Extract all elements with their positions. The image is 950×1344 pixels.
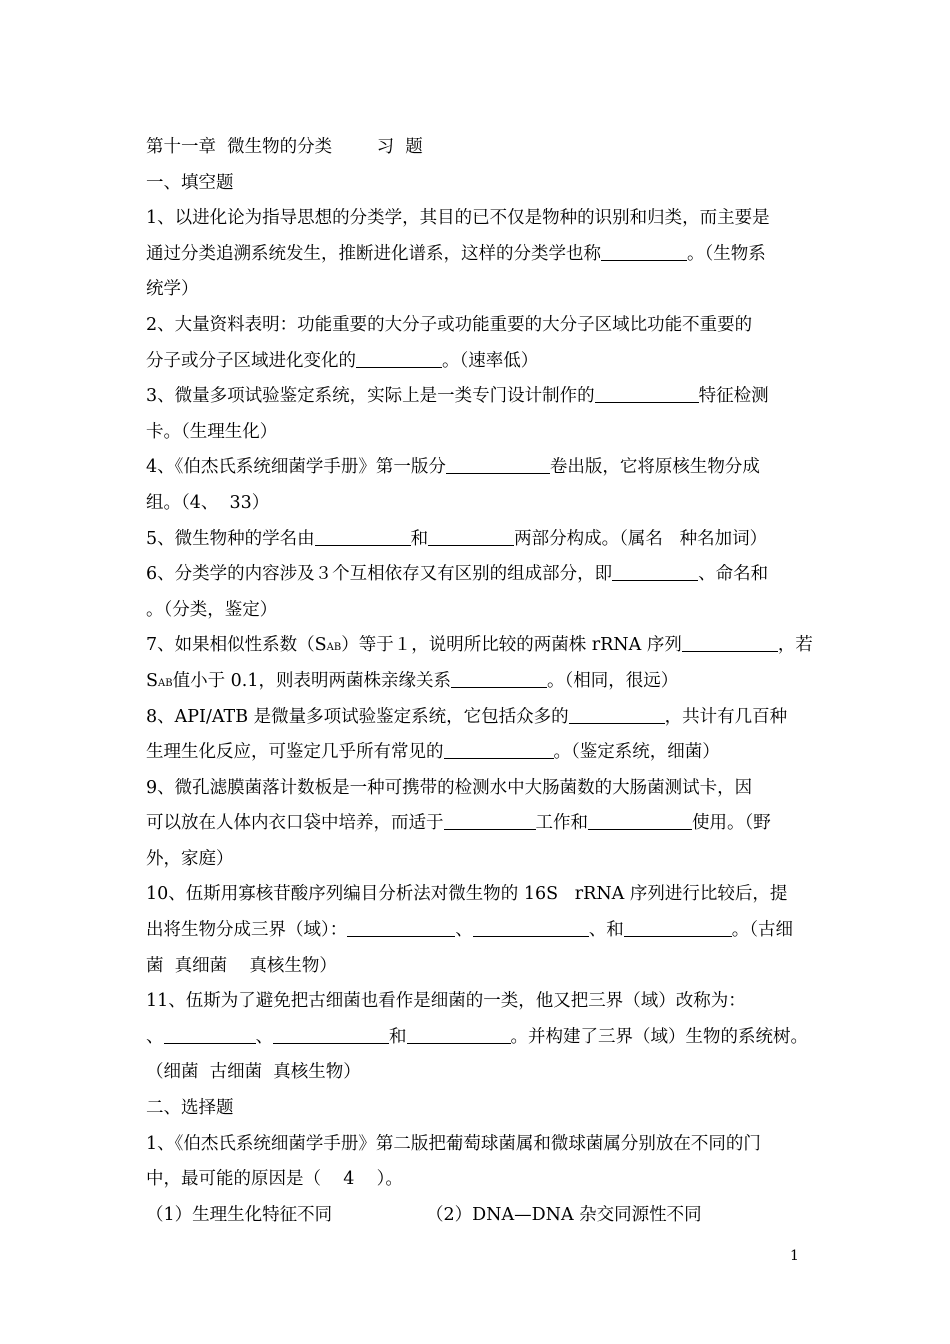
answer-blank	[356, 348, 442, 367]
section-heading-choice: 二、选择题	[146, 1098, 234, 1119]
q7-line1: 7、如果相似性系数（SAB）等于１，说明所比较的两菌株 rRNA 序列 ，若	[146, 628, 814, 664]
q4-line2: 组。（4、 33）	[146, 492, 270, 513]
q11-line1: 11、伍斯为了避免把古细菌也看作是细菌的一类，他又把三界（域）改称为：	[146, 991, 746, 1012]
answer-blank	[428, 526, 514, 545]
c1-line1: 1、《伯杰氏系统细菌学手册》第二版把葡萄球菌属和微球菌属分别放在不同的门	[146, 1133, 761, 1154]
option-1: （1）生理生化特征不同	[146, 1204, 333, 1225]
q1-line2: 通过分类追溯系统发生，推断进化谱系，这样的分类学也称 。（生物系	[146, 237, 814, 273]
section-heading-fill-blank: 一、填空题	[146, 172, 234, 193]
answer-blank	[407, 1024, 511, 1043]
q9-line2: 可以放在人体内衣口袋中培养，而适于 工作和 使用。（野	[146, 806, 814, 842]
q10-line3: 菌 真细菌 真核生物）	[146, 955, 337, 976]
answer-blank	[601, 241, 687, 260]
answer-blank	[164, 1024, 256, 1043]
answer-blank	[347, 918, 455, 937]
q5-line1: 5、微生物种的学名由 和 两部分构成。（属名 种名加词）	[146, 522, 814, 558]
answer-blank	[595, 384, 699, 403]
c1-line2: 中，最可能的原因是（ 4 ）。	[146, 1169, 403, 1190]
q2-line1: 2、大量资料表明：功能重要的大分子或功能重要的大分子区域比功能不重要的	[146, 314, 753, 335]
q8-line1: 8、API/ATB 是微量多项试验鉴定系统，它包括众多的 ，共计有几百种	[146, 700, 814, 736]
answer-blank	[624, 918, 732, 937]
q8-line2: 生理生化反应，可鉴定几乎所有常见的 。（鉴定系统，细菌）	[146, 735, 814, 771]
q10-line2: 出将生物分成三界（域）： 、 、和 。（古细	[146, 913, 814, 949]
page-number: 1	[790, 1248, 799, 1264]
q1-line3: 统学）	[146, 279, 199, 300]
answer-blank	[682, 633, 778, 652]
answer-blank	[444, 811, 536, 830]
document-body	[146, 130, 814, 1233]
q6-line2: 。（分类，鉴定）	[146, 599, 278, 620]
q1-line1: 1、以进化论为指导思想的分类学，其目的已不仅是物种的识别和归类，而主要是	[146, 208, 770, 229]
q9-line3: 外，家庭）	[146, 848, 234, 869]
q11-line3: （细菌 古细菌 真核生物）	[146, 1062, 361, 1083]
option-2: （2）DNA—DNA 杂交同源性不同	[426, 1204, 702, 1225]
q11-line2: 、 、 和 。并构建了三界（域）生物的系统树。	[146, 1020, 814, 1056]
answer-blank	[273, 1024, 389, 1043]
answer-blank	[612, 562, 698, 581]
answer-blank	[569, 704, 665, 723]
chapter-title: 第十一章 微生物的分类 习 题	[146, 137, 423, 157]
q3-line2: 卡。（生理生化）	[146, 421, 278, 442]
c1-options	[146, 1198, 814, 1234]
q9-line1: 9、微孔滤膜菌落计数板是一种可携带的检测水中大肠菌数的大肠菌测试卡，因	[146, 777, 753, 798]
q7-line2: SAB值小于 0.1，则表明两菌株亲缘关系 。（相同，很远）	[146, 664, 814, 700]
q10-line1: 10、伍斯用寡核苷酸序列编目分析法对微生物的 16S rRNA 序列进行比较后，提	[146, 884, 788, 905]
q3-line1: 3、微量多项试验鉴定系统，实际上是一类专门设计制作的 特征检测	[146, 379, 814, 415]
q4-line1: 4、《伯杰氏系统细菌学手册》第一版分 卷出版，它将原核生物分成	[146, 450, 814, 486]
answer-blank	[446, 455, 550, 474]
q2-line2: 分子或分子区域进化变化的 。（速率低）	[146, 344, 814, 380]
answer-blank	[588, 811, 692, 830]
answer-blank	[451, 669, 547, 688]
answer-blank	[473, 918, 589, 937]
answer-blank	[444, 740, 554, 759]
answer-blank	[315, 526, 411, 545]
q6-line1: 6、分类学的内容涉及３个互相依存又有区别的组成部分，即 、命名和	[146, 557, 814, 593]
